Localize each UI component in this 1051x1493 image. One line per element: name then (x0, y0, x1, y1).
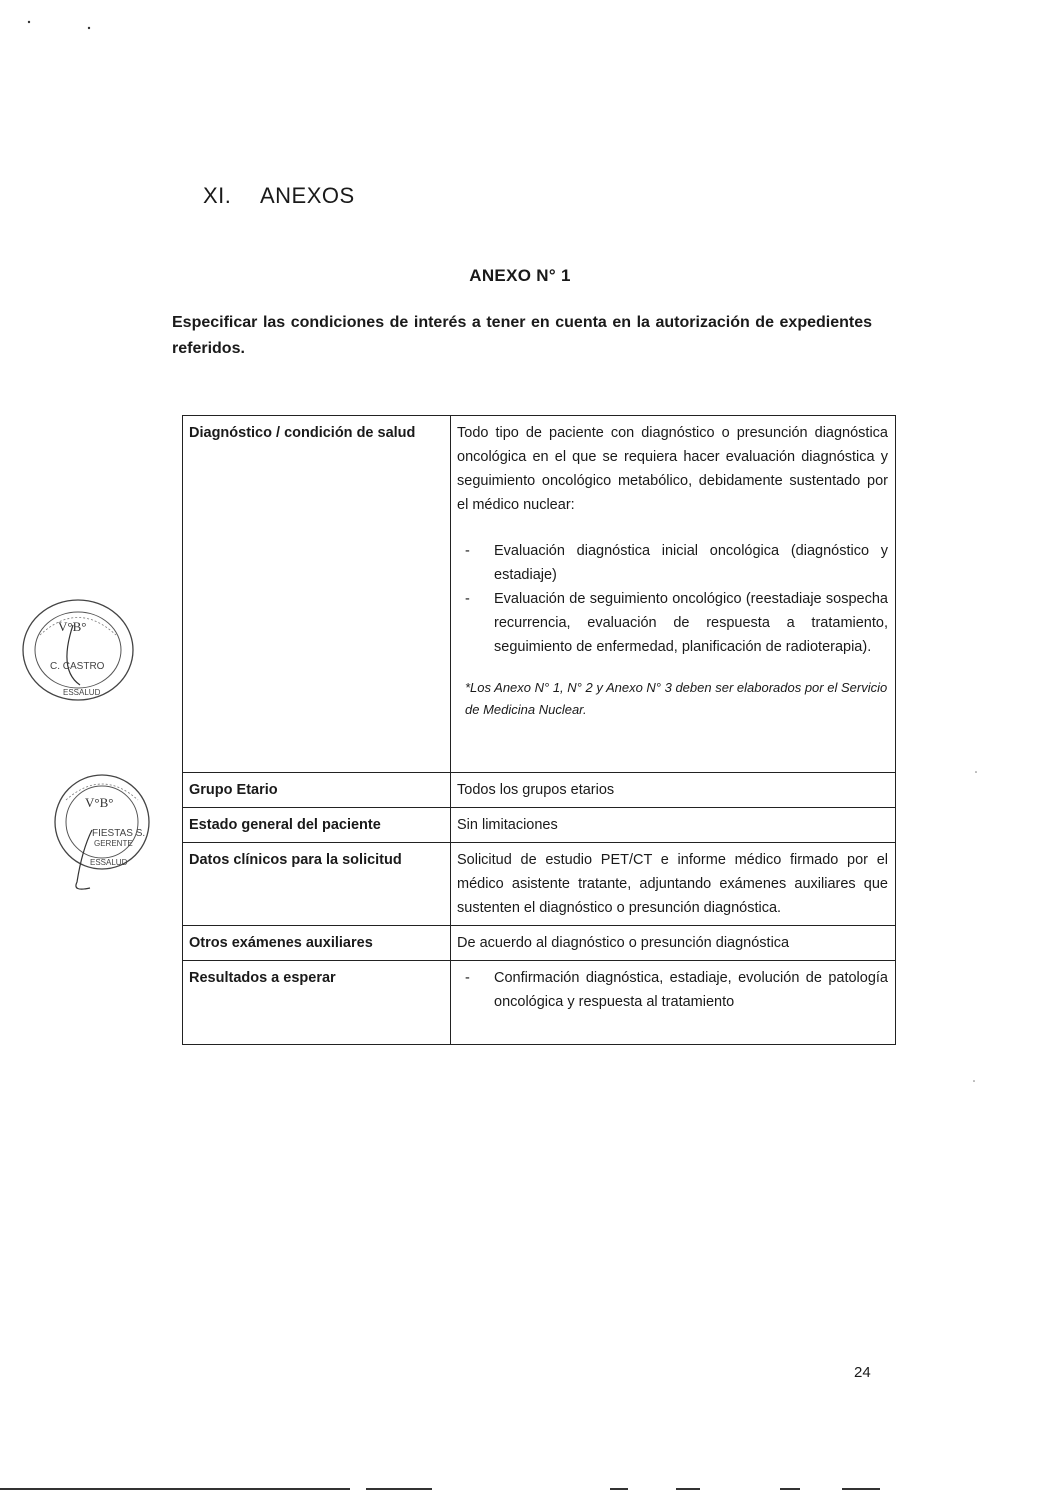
table-row (183, 926, 896, 961)
row-value (451, 416, 896, 773)
table-row (183, 808, 896, 843)
row-label: Diagnóstico / condición de salud (183, 416, 451, 773)
table-row (183, 961, 896, 1045)
list-item: - Evaluación diagnóstica inicial oncológica (diagnóstico y estadiaje) (457, 539, 888, 587)
row-label: Estado general del paciente (183, 808, 451, 843)
stamp-org: ESSALUD (90, 858, 128, 867)
table-row (183, 843, 896, 926)
row-label: Otros exámenes auxiliares (183, 926, 451, 961)
stamp-name: C. CASTRO (50, 661, 105, 672)
page-number: 24 (854, 1364, 871, 1381)
row-value: Todos los grupos etarios (451, 773, 896, 808)
section-number: XI. (203, 183, 232, 208)
row-label: Datos clínicos para la solicitud (183, 843, 451, 926)
intro-text: Especificar las condiciones de interés a tener en cuenta en la autorización de expedientes referidos. (172, 314, 872, 357)
stamp-vb: V°B° (58, 619, 87, 634)
list-item: - Confirmación diagnóstica, estadiaje, evolución de patología oncológica y respuesta al tratamiento (457, 966, 888, 1014)
row-value: De acuerdo al diagnóstico o presunción diagnóstica (451, 926, 896, 961)
clinical-data-text: Solicitud de estudio PET/CT e informe médico firmado por el médico asistente tratante, adjuntando exámenes auxiliares que sustenten el diagnóstico o presunción diagnóstica. (457, 852, 888, 916)
annex-title: ANEXO N° 1 (469, 266, 571, 285)
stamp-org: ESSALUD (63, 688, 101, 697)
approval-stamp-icon (18, 595, 138, 710)
section-title-text: ANEXOS (260, 183, 355, 208)
row-value (451, 843, 896, 926)
diagnosis-paragraph: Todo tipo de paciente con diagnóstico o presunción diagnóstica oncológica en el que se requiera hacer evaluación diagnóstica y seguimiento oncológico metabólico, debidamente sustentado por el médico nuclear: (457, 425, 888, 513)
diagnosis-bullets (457, 539, 888, 659)
row-value: Sin limitaciones (451, 808, 896, 843)
approval-stamp-icon (52, 770, 162, 895)
list-item: - Evaluación de seguimiento oncológico (reestadiaje sospecha recurrencia, evaluación de respuesta a tratamiento, seguimiento de enfermedad, planificación de radioterapia). (457, 587, 888, 659)
conditions-table (182, 415, 896, 1045)
table-row (183, 773, 896, 808)
results-bullets (457, 966, 888, 1014)
footnote: *Los Anexo N° 1, N° 2 y Anexo N° 3 deben ser elaborados por el Servicio de Medicina Nuclear. (465, 680, 888, 717)
table-row (183, 416, 896, 773)
stamp-role: GERENTE (94, 839, 133, 848)
stamp-name: FIESTAS S. (92, 828, 146, 839)
row-label: Resultados a esperar (183, 961, 451, 1045)
stamp-vb: V°B° (85, 795, 114, 810)
row-label: Grupo Etario (183, 773, 451, 808)
row-value (451, 961, 896, 1045)
section-heading (203, 183, 355, 209)
